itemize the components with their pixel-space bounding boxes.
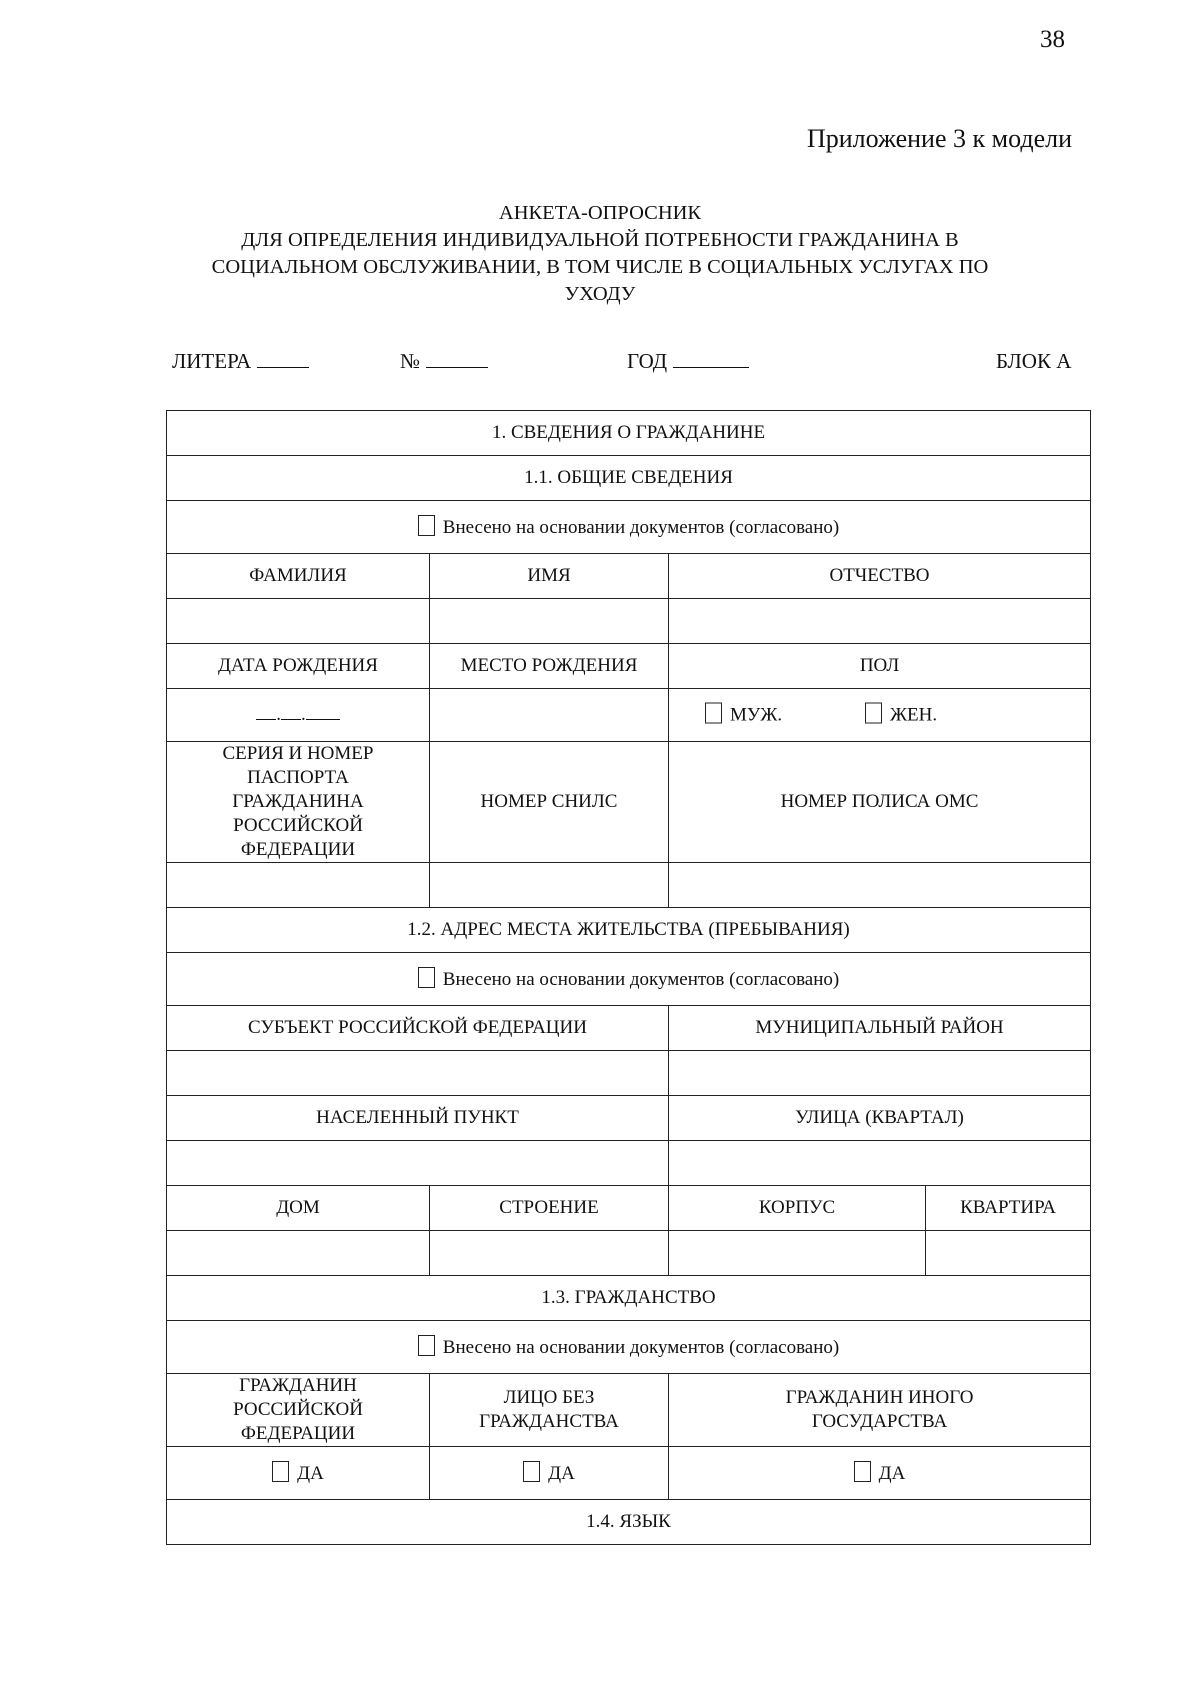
subject-header: СУБЪЕКТ РОССИЙСКОЙ ФЕДЕРАЦИИ xyxy=(167,1006,669,1051)
section-1-1-header: 1.1. ОБЩИЕ СВЕДЕНИЯ xyxy=(167,456,1091,501)
building-input[interactable] xyxy=(430,1231,669,1276)
citizen-rf-line-1: ГРАЖДАНИН РОССИЙСКОЙ xyxy=(233,1375,363,1420)
page-number: 38 xyxy=(1040,26,1065,53)
title-line-2: ДЛЯ ОПРЕДЕЛЕНИЯ ИНДИВИДУАЛЬНОЙ ПОТРЕБНОСТИ ГРАЖДАНИНА В xyxy=(241,229,959,251)
title-line-4: УХОДУ xyxy=(564,283,636,305)
citizen-form-table xyxy=(166,410,1091,1545)
docs-confirm-label-2: Внесено на основании документов (согласовано) xyxy=(442,968,840,990)
number-label: № xyxy=(400,349,421,373)
birth-date-input[interactable] xyxy=(167,689,430,742)
year-input[interactable] xyxy=(673,349,749,368)
surname-input[interactable] xyxy=(167,599,430,644)
stateless-yes-label: ДА xyxy=(548,1462,575,1484)
year-label: ГОД xyxy=(627,349,668,373)
sex-header: ПОЛ xyxy=(669,644,1091,689)
foreign-yes-cell xyxy=(669,1447,1091,1500)
passport-header-line-3: ФЕДЕРАЦИИ xyxy=(240,839,356,860)
sex-options xyxy=(669,689,1091,742)
header-row xyxy=(167,1374,1091,1447)
input-row xyxy=(167,599,1091,644)
citizen-rf-yes-checkbox[interactable] xyxy=(272,1461,289,1482)
stateless-yes-checkbox[interactable] xyxy=(523,1461,540,1482)
passport-header-line-1: СЕРИЯ И НОМЕР ПАСПОРТА xyxy=(222,743,374,788)
street-header: УЛИЦА (КВАРТАЛ) xyxy=(669,1096,1091,1141)
input-row xyxy=(167,689,1091,742)
docs-row xyxy=(167,501,1091,554)
apartment-header: КВАРТИРА xyxy=(926,1186,1091,1231)
house-header: ДОМ xyxy=(167,1186,430,1231)
korpus-header: КОРПУС xyxy=(669,1186,926,1231)
header-row xyxy=(167,1006,1091,1051)
docs-confirm-label-3: Внесено на основании документов (согласовано) xyxy=(442,1336,840,1358)
foreign-citizen-line-1: ГРАЖДАНИН ИНОГО xyxy=(785,1387,974,1408)
meta-row xyxy=(172,349,1080,379)
birth-year-blank xyxy=(306,703,340,720)
litera-label: ЛИТЕРА xyxy=(172,349,252,373)
passport-header xyxy=(167,742,430,863)
oms-header: НОМЕР ПОЛИСА ОМС xyxy=(669,742,1091,863)
passport-input[interactable] xyxy=(167,863,430,908)
locality-input[interactable] xyxy=(167,1141,669,1186)
section-row xyxy=(167,1276,1091,1321)
subject-input[interactable] xyxy=(167,1051,669,1096)
birth-month-blank xyxy=(281,703,301,720)
building-header: СТРОЕНИЕ xyxy=(430,1186,669,1231)
section-row xyxy=(167,1500,1091,1545)
appendix-label: Приложение 3 к модели xyxy=(806,124,1072,153)
litera-input[interactable] xyxy=(257,349,309,368)
birth-place-input[interactable] xyxy=(430,689,669,742)
document-title xyxy=(150,200,1050,308)
female-option[interactable] xyxy=(865,703,937,728)
male-checkbox[interactable] xyxy=(705,703,722,724)
citizen-rf-header xyxy=(167,1374,430,1447)
header-row xyxy=(167,554,1091,599)
section-row xyxy=(167,908,1091,953)
foreign-citizen-line-2: ГОСУДАРСТВА xyxy=(811,1411,948,1432)
female-checkbox[interactable] xyxy=(865,703,882,724)
input-row xyxy=(167,1051,1091,1096)
section-1-3-header: 1.3. ГРАЖДАНСТВО xyxy=(167,1276,1091,1321)
docs-confirm-checkbox-3[interactable] xyxy=(418,1335,435,1356)
name-header: ИМЯ xyxy=(430,554,669,599)
stateless-yes-cell xyxy=(430,1447,669,1500)
header-row xyxy=(167,1186,1091,1231)
number-input[interactable] xyxy=(426,349,488,368)
section-1-2-header: 1.2. АДРЕС МЕСТА ЖИТЕЛЬСТВА (ПРЕБЫВАНИЯ) xyxy=(167,908,1091,953)
input-row xyxy=(167,1141,1091,1186)
docs-confirm-cell-2 xyxy=(167,953,1091,1006)
patronymic-header: ОТЧЕСТВО xyxy=(669,554,1091,599)
year-field xyxy=(627,349,749,374)
passport-header-line-2: ГРАЖДАНИНА РОССИЙСКОЙ xyxy=(232,791,364,836)
input-row xyxy=(167,863,1091,908)
docs-confirm-label-1: Внесено на основании документов (согласовано) xyxy=(442,516,840,538)
patronymic-input[interactable] xyxy=(669,599,1091,644)
foreign-yes-label: ДА xyxy=(878,1462,906,1484)
snils-input[interactable] xyxy=(430,863,669,908)
locality-header: НАСЕЛЕННЫЙ ПУНКТ xyxy=(167,1096,669,1141)
docs-confirm-cell-3 xyxy=(167,1321,1091,1374)
district-header: МУНИЦИПАЛЬНЫЙ РАЙОН xyxy=(669,1006,1091,1051)
docs-row xyxy=(167,1321,1091,1374)
number-field xyxy=(400,349,488,374)
date-separator-2: . xyxy=(301,704,306,725)
female-label: ЖЕН. xyxy=(890,704,938,726)
apartment-input[interactable] xyxy=(926,1231,1091,1276)
docs-confirm-checkbox-2[interactable] xyxy=(418,967,435,988)
surname-header: ФАМИЛИЯ xyxy=(167,554,430,599)
citizen-rf-line-2: ФЕДЕРАЦИИ xyxy=(240,1423,356,1444)
date-separator-1: . xyxy=(276,704,281,725)
section-row xyxy=(167,456,1091,501)
section-1-4-header: 1.4. ЯЗЫК xyxy=(167,1500,1091,1545)
male-option[interactable] xyxy=(705,703,782,728)
docs-confirm-cell-1 xyxy=(167,501,1091,554)
header-row xyxy=(167,644,1091,689)
section-1-header: 1. СВЕДЕНИЯ О ГРАЖДАНИНЕ xyxy=(167,411,1091,456)
snils-header: НОМЕР СНИЛС xyxy=(430,742,669,863)
street-input[interactable] xyxy=(669,1141,1091,1186)
section-row xyxy=(167,411,1091,456)
header-row xyxy=(167,1096,1091,1141)
title-line-3: СОЦИАЛЬНОМ ОБСЛУЖИВАНИИ, В ТОМ ЧИСЛЕ В СОЦИАЛЬНЫХ УСЛУГАХ ПО xyxy=(211,256,989,278)
citizen-rf-yes-cell xyxy=(167,1447,430,1500)
stateless-header: ЛИЦО БЕЗ ГРАЖДАНСТВА xyxy=(430,1374,669,1447)
district-input[interactable] xyxy=(669,1051,1091,1096)
house-input[interactable] xyxy=(167,1231,430,1276)
foreign-yes-checkbox[interactable] xyxy=(854,1461,871,1482)
foreign-citizen-header xyxy=(669,1374,1091,1447)
block-label: БЛОК А xyxy=(996,349,1072,373)
header-row xyxy=(167,742,1091,863)
input-row xyxy=(167,1447,1091,1500)
input-row xyxy=(167,1231,1091,1276)
litera-field xyxy=(172,349,309,374)
birth-day-blank xyxy=(256,703,276,720)
oms-input[interactable] xyxy=(669,863,1091,908)
title-line-1: АНКЕТА-ОПРОСНИК xyxy=(498,202,702,224)
male-label: МУЖ. xyxy=(730,704,783,726)
korpus-input[interactable] xyxy=(669,1231,926,1276)
docs-confirm-checkbox-1[interactable] xyxy=(418,515,435,536)
docs-row xyxy=(167,953,1091,1006)
name-input[interactable] xyxy=(430,599,669,644)
birth-date-header: ДАТА РОЖДЕНИЯ xyxy=(167,644,430,689)
citizen-rf-yes-label: ДА xyxy=(297,1462,324,1484)
birth-place-header: МЕСТО РОЖДЕНИЯ xyxy=(430,644,669,689)
